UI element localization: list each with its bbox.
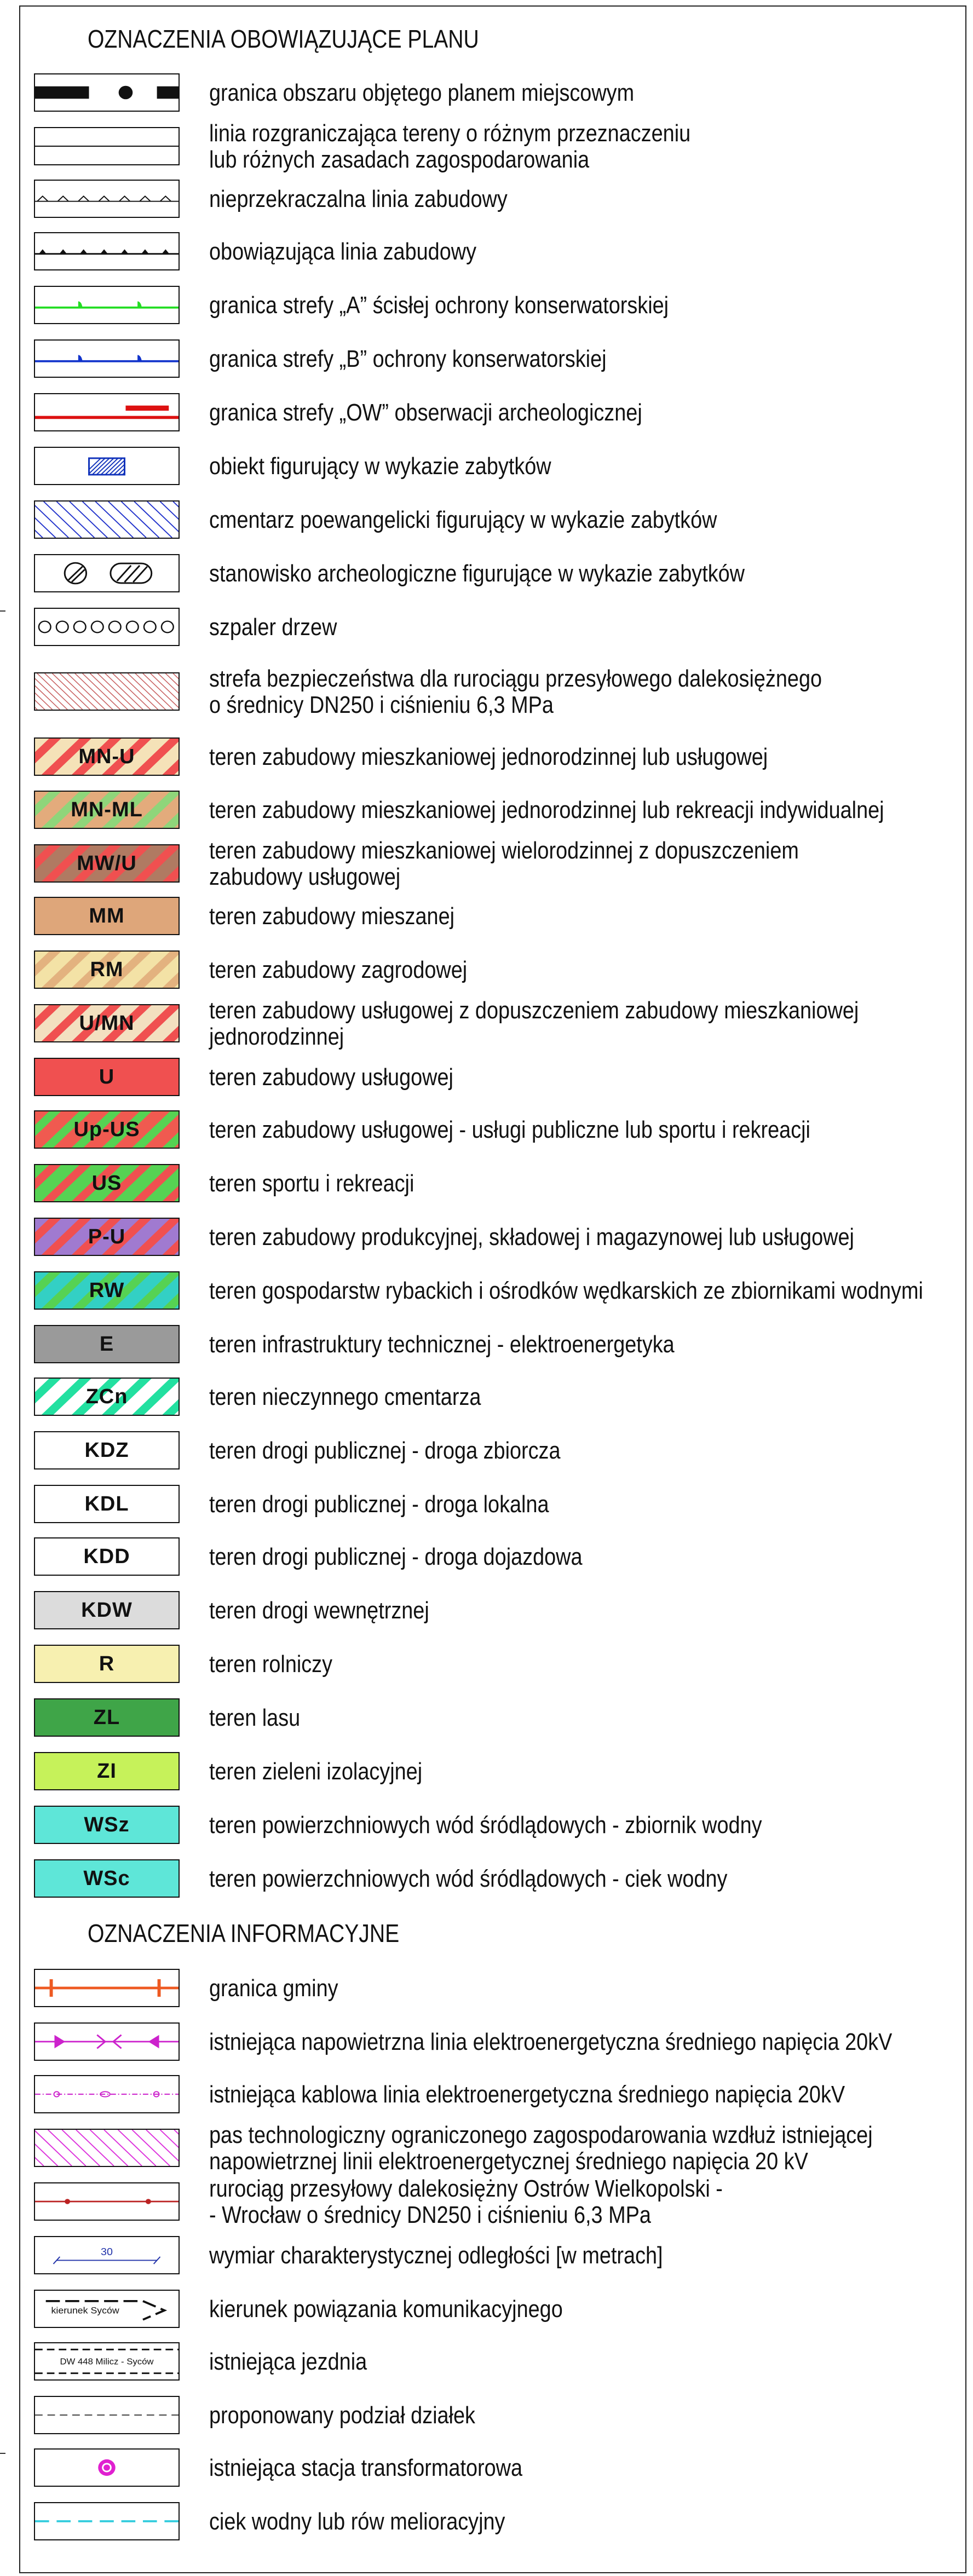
legend-description [209, 2402, 475, 2429]
legend-description-line: napowietrznej linii elektroenergetycznej średniego napięcia 20 kV [209, 2148, 808, 2175]
division-line-symbol [34, 127, 180, 165]
legend-item [34, 2396, 959, 2435]
zone-code: MM [89, 904, 125, 927]
edge-tick [0, 2453, 5, 2454]
legend-item [34, 2290, 959, 2329]
zone-code: WSz [84, 1813, 130, 1836]
legend-description-line: teren zabudowy mieszkaniowej jednorodzinnej lub usługowej [209, 744, 768, 770]
legend-description-line: nieprzekraczalna linia zabudowy [209, 186, 508, 212]
dimension-symbol [34, 2236, 180, 2274]
legend-description-line: - Wrocław o średnicy DN250 i ciśnieniu 6,3 MPa [209, 2202, 651, 2228]
archaeology-symbol [34, 554, 180, 592]
legend-description-line: teren lasu [209, 1704, 301, 1731]
legend-description [209, 2243, 663, 2269]
legend-item [34, 2122, 959, 2175]
legend-description-line: teren drogi publicznej - droga lokalna [209, 1491, 549, 1518]
legend-description [209, 2296, 563, 2323]
zone-code: KDD [83, 1545, 130, 1568]
legend-item [34, 1485, 959, 1524]
zone-code: RM [90, 958, 124, 981]
roadway-symbol [34, 2342, 180, 2381]
zone-swatch [34, 1325, 180, 1363]
zone-a-symbol [34, 286, 180, 324]
legend-description-line: jednorodzinnej [209, 1023, 344, 1050]
legend-description [209, 614, 337, 641]
zone-code: Up-US [73, 1117, 140, 1141]
legend-item [34, 447, 959, 486]
zone-code: ZL [93, 1705, 120, 1729]
zone-code: MN-ML [71, 798, 143, 821]
legend-description-line: teren zieleni izolacyjnej [209, 1758, 423, 1785]
zone-swatch [34, 950, 180, 989]
legend-description [209, 239, 476, 265]
zone-swatch [34, 1271, 180, 1310]
legend-description-line: teren zabudowy usługowej [209, 1064, 453, 1091]
legend-description-line: zabudowy usługowej [209, 863, 401, 890]
legend-item [34, 2075, 959, 2114]
legend-item [34, 1110, 959, 1150]
legend-description-line: teren zabudowy usługowej - usługi publiczne lub sportu i rekreacji [209, 1116, 810, 1143]
edge-tick [0, 610, 5, 612]
zone-b-symbol [34, 339, 180, 378]
legend-description [209, 507, 717, 533]
legend-description [209, 957, 467, 983]
legend-description-line: szpaler drzew [209, 614, 337, 641]
zone-swatch [34, 1378, 180, 1416]
legend-item [34, 897, 959, 936]
legend-item [34, 1806, 959, 1845]
watercourse-symbol [34, 2502, 180, 2540]
legend-item [34, 1859, 959, 1899]
zone-ow-symbol [34, 393, 180, 431]
legend-description-line: obowiązująca linia zabudowy [209, 238, 477, 265]
legend-description [209, 2349, 367, 2375]
legend-description [209, 1171, 414, 1197]
legend-item [34, 1058, 959, 1097]
pipeline-symbol [34, 2182, 180, 2221]
legend-description-line: granica strefy „OW” obserwacji archeologicznej [209, 399, 642, 426]
legend-item [34, 1218, 959, 1257]
legend-description [209, 2176, 723, 2228]
legend-item [34, 1378, 959, 1417]
legend-item [34, 1325, 959, 1364]
transformer-symbol [34, 2448, 180, 2487]
legend-description-line: teren zabudowy mieszanej [209, 903, 455, 930]
legend-description [209, 1117, 810, 1143]
legend-description-line: istniejąca napowietrzna linia elektroenergetyczna średniego napięcia 20kV [209, 2028, 893, 2055]
legend-description-line: proponowany podział działek [209, 2402, 475, 2429]
legend-description-line: istniejąca kablowa linia elektroenergetyczna średniego napięcia 20kV [209, 2081, 845, 2108]
legend-description-line: strefa bezpieczeństwa dla rurociągu przesyłowego dalekosiężnego [209, 665, 822, 692]
legend-item [34, 737, 959, 777]
zone-code: RW [89, 1278, 125, 1302]
legend-item [34, 665, 959, 718]
legend-item [34, 2022, 959, 2062]
legend-item [34, 73, 959, 113]
zone-swatch [34, 1218, 180, 1256]
legend-description-line: istniejąca stacja transformatorowa [209, 2454, 523, 2481]
legend-item [34, 393, 959, 433]
zone-swatch [34, 1537, 180, 1576]
monument-symbol [34, 447, 180, 485]
legend-item [34, 950, 959, 990]
legend-description-line: rurociąg przesyłowy dalekosiężny Ostrów Wielkopolski - [209, 2175, 723, 2202]
direction-symbol [34, 2290, 180, 2328]
legend-description-line: wymiar charakterystycznej odległości [w metrach] [209, 2242, 663, 2269]
zone-swatch [34, 1698, 180, 1737]
legend-description [209, 1384, 481, 1410]
legend-description-line: teren infrastruktury technicznej - elektroenergetyka [209, 1331, 675, 1358]
legend-description [209, 1759, 422, 1785]
non-exceedable-line-symbol [34, 180, 180, 218]
zone-swatch [34, 1806, 180, 1844]
legend-item [34, 1431, 959, 1471]
legend-item [34, 180, 959, 219]
legend-description-line: teren drogi wewnętrznej [209, 1597, 429, 1624]
direction-label: kierunek Syców [51, 2304, 119, 2316]
legend-description [209, 346, 607, 372]
legend-item [34, 1752, 959, 1791]
legend-description [209, 1064, 453, 1091]
legend-description [209, 1975, 338, 2002]
legend-description-line: granica gminy [209, 1975, 338, 2002]
legend-item [34, 1164, 959, 1203]
legend-description [209, 1544, 583, 1570]
zone-swatch [34, 1591, 180, 1629]
legend-description [209, 744, 768, 770]
zone-code: P-U [88, 1225, 126, 1248]
legend-description-line: teren zabudowy mieszkaniowej wielorodzinnej z dopuszczeniem [209, 837, 799, 864]
zone-code: MN-U [78, 745, 135, 768]
legend-description-line: o średnicy DN250 i ciśnieniu 6,3 MPa [209, 691, 554, 718]
zone-swatch [34, 1645, 180, 1683]
legend-description [209, 1332, 675, 1358]
zone-code: US [91, 1171, 122, 1195]
zone-swatch [34, 1859, 180, 1898]
tech-strip-symbol [34, 2129, 180, 2167]
legend-item [34, 232, 959, 272]
main-legend-heading: OZNACZENIA OBOWIĄZUJĄCE PLANU [88, 25, 479, 53]
commune-border-symbol [34, 1969, 180, 2007]
zone-code: KDZ [84, 1438, 129, 1462]
legend-item [34, 2236, 959, 2275]
zone-swatch [34, 791, 180, 829]
zone-code: MW/U [77, 851, 137, 875]
zone-code: ZI [97, 1759, 117, 1783]
legend-description-line: teren drogi publicznej - droga dojazdowa [209, 1543, 583, 1570]
legend-description-line: teren drogi publicznej - droga zbiorcza [209, 1437, 561, 1464]
zone-code: KDL [84, 1492, 129, 1515]
legend-description [209, 2029, 892, 2055]
zone-swatch [34, 1485, 180, 1523]
zone-swatch [34, 897, 180, 935]
legend-description [209, 292, 669, 319]
legend-description [209, 453, 551, 480]
legend-item [34, 500, 959, 540]
legend-description-line: teren powierzchniowych wód śródlądowych - zbiornik wodny [209, 1812, 762, 1839]
cemetery-hatch-symbol [34, 500, 180, 539]
legend-description-line: teren zabudowy mieszkaniowej jednorodzinnej lub rekreacji indywidualnej [209, 797, 884, 823]
zone-swatch [34, 1164, 180, 1202]
legend-description-line: teren gospodarstw rybackich i ośrodków wędkarskich ze zbiornikami wodnymi [209, 1277, 923, 1304]
zone-code: U/MN [79, 1011, 135, 1035]
legend-description [209, 1438, 561, 1464]
dimension-label: 30 [101, 2246, 113, 2258]
legend-description-line: granica obszaru objętego planem miejscowym [209, 79, 635, 106]
legend-description-line: kierunek powiązania komunikacyjnego [209, 2296, 563, 2323]
legend-item [34, 2448, 959, 2488]
zone-swatch [34, 1110, 180, 1149]
legend-description [209, 998, 859, 1050]
zone-code: E [99, 1332, 114, 1356]
legend-description-line: lub różnych zasadach zagospodarowania [209, 146, 590, 173]
legend-description [209, 2455, 522, 2481]
legend-description [209, 1705, 300, 1731]
legend-description-line: teren zabudowy usługowej z dopuszczeniem zabudowy mieszkaniowej [209, 997, 859, 1024]
legend-description-line: istniejąca jezdnia [209, 2348, 367, 2375]
legend-description [209, 400, 642, 426]
zone-code: R [99, 1652, 115, 1675]
legend-description [209, 2509, 505, 2535]
legend-description-line: linia rozgraniczająca tereny o różnym przeznaczeniu [209, 120, 691, 147]
legend-item [34, 1969, 959, 2008]
pipeline-zone-symbol [34, 672, 180, 711]
legend-description-line: teren rolniczy [209, 1651, 333, 1678]
legend-item [34, 339, 959, 379]
legend-description-line: cmentarz poewangelicki figurujący w wykazie zabytków [209, 506, 717, 533]
legend-description-line: ciek wodny lub rów melioracyjny [209, 2508, 505, 2535]
legend-description-line: obiekt figurujący w wykazie zabytków [209, 453, 551, 480]
legend-description [209, 1866, 727, 1892]
legend-item [34, 120, 959, 173]
legend-item [34, 1271, 959, 1311]
zone-swatch [34, 1058, 180, 1096]
legend-description-line: teren zabudowy produkcyjnej, składowej i magazynowej lub usługowej [209, 1224, 854, 1250]
legend-item [34, 2502, 959, 2542]
info-legend-heading: OZNACZENIA INFORMACYJNE [88, 1919, 400, 1947]
roadway-label: DW 448 Milicz - Syców [60, 2356, 154, 2367]
tree-row-symbol [34, 608, 180, 646]
zone-swatch [34, 1431, 180, 1469]
legend-item [34, 2175, 959, 2228]
plot-division-symbol [34, 2396, 180, 2434]
legend-description [209, 1598, 429, 1624]
legend-description-line: granica strefy „A” ścisłej ochrony konserwatorskiej [209, 292, 669, 319]
zone-code: U [99, 1065, 115, 1088]
zone-code: ZCn [85, 1385, 128, 1408]
legend-item [34, 286, 959, 325]
legend-description [209, 120, 690, 173]
legend-description-line: granica strefy „B” ochrony konserwatorskiej [209, 345, 607, 372]
legend-description-line: teren zabudowy zagrodowej [209, 956, 468, 983]
legend-description [209, 1812, 762, 1839]
legend-description [209, 797, 884, 823]
legend-description [209, 80, 634, 106]
legend-item [34, 997, 959, 1050]
legend-description [209, 2082, 845, 2108]
zone-code: KDW [81, 1598, 133, 1622]
legend-description [209, 1491, 549, 1518]
legend-description-line: teren nieczynnego cmentarza [209, 1384, 481, 1410]
legend-item [34, 837, 959, 890]
legend-item [34, 2342, 959, 2382]
zone-swatch [34, 1004, 180, 1042]
zone-swatch [34, 737, 180, 776]
legend-description [209, 903, 454, 930]
legend-description [209, 1278, 923, 1304]
legend-item [34, 1698, 959, 1738]
zone-swatch [34, 1752, 180, 1790]
legend-item [34, 791, 959, 830]
overhead-line-symbol [34, 2022, 180, 2061]
legend-description [209, 666, 822, 718]
legend-item [34, 1645, 959, 1684]
border-plan-symbol [34, 73, 180, 112]
zone-code: WSc [83, 1866, 130, 1890]
zone-swatch [34, 844, 180, 883]
mandatory-line-symbol [34, 232, 180, 270]
legend-description [209, 1224, 854, 1250]
legend-description [209, 186, 508, 212]
legend-item [34, 1591, 959, 1630]
legend-description-line: pas technologiczny ograniczonego zagospodarowania wzdłuż istniejącej [209, 2122, 873, 2148]
legend-item [34, 1537, 959, 1577]
legend-description [209, 2122, 873, 2175]
legend-description-line: stanowisko archeologiczne figurujące w wykazie zabytków [209, 560, 745, 587]
legend-description [209, 561, 745, 587]
legend-description [209, 1651, 332, 1678]
legend-item [34, 608, 959, 647]
legend-description [209, 838, 799, 890]
legend-description-line: teren powierzchniowych wód śródlądowych - ciek wodny [209, 1865, 728, 1892]
cable-line-symbol [34, 2075, 180, 2113]
legend-item [34, 554, 959, 593]
legend-description-line: teren sportu i rekreacji [209, 1170, 414, 1197]
